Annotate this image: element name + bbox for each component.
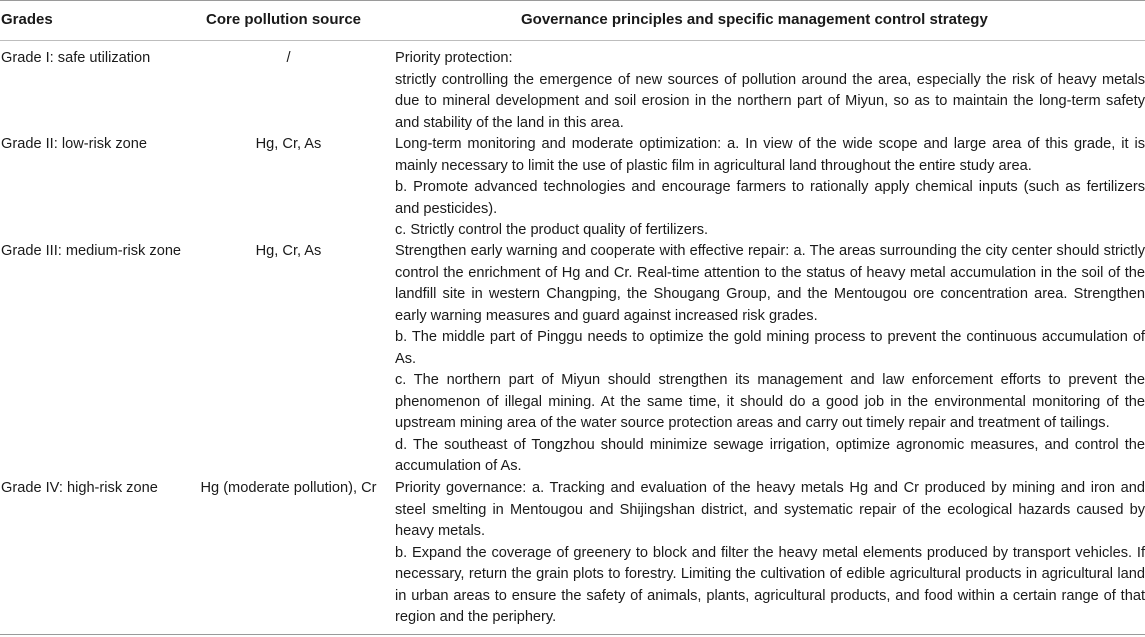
strategy-paragraph: strictly controlling the emergence of new sources of pollution around the area, especially the risk of heavy metals due to mineral development and soil erosion in the northern part of Miyun, so as to maintain the long-term safety and stability of the land in this area.	[395, 71, 1145, 131]
strategy-cell	[395, 241, 1145, 478]
strategy-cell	[395, 134, 1145, 242]
grade-cell: Grade IV: high-risk zone	[1, 480, 158, 496]
strategy-paragraph: b. Expand the coverage of greenery to block and filter the heavy metal elements produced by transport vehicles. If necessary, return the grain plots to forestry. Limiting the cultivation of edible agricultural products in agricultural land in urban areas to ensure the safety of animals, plants, agricultural products, and food within a certain range of that region and the periphery.	[395, 544, 1145, 625]
header-grades: Grades	[1, 11, 53, 28]
strategy-cell	[395, 48, 1145, 134]
core-source-cell: Hg, Cr, As	[255, 136, 322, 152]
strategy-paragraph: Long-term monitoring and moderate optimization: a. In view of the wide scope and large area of this grade, it is mainly necessary to limit the use of plastic film in agricultural land throughout the entire study area.	[395, 136, 1145, 174]
strategy-paragraph: d. The southeast of Tongzhou should minimize sewage irrigation, optimize agronomic measures, and control the accumulation of As.	[395, 436, 1145, 474]
strategy-paragraph: Strengthen early warning and cooperate with effective repair: a. The areas surrounding the city center should strictly control the enrichment of Hg and Cr. Real-time attention to the status of heavy metal accumulation in the soil of the landfill site in western Changping, the Shougang Group, and the Mentougou ore concentration area. Strengthen early warning measures and guard against increased risk grades.	[395, 243, 1145, 324]
strategy-paragraph: Priority protection:	[395, 50, 513, 66]
grade-cell: Grade I: safe utilization	[1, 50, 151, 66]
header-rule	[0, 40, 1145, 41]
grade-cell: Grade II: low-risk zone	[1, 136, 147, 152]
strategy-paragraph: c. The northern part of Miyun should strengthen its management and law enforcement efforts to prevent the phenomenon of illegal mining. At the same time, it should do a good job in the environmental monitoring of the upstream mining area of the water source protection areas and carry out timely repair and treatment of tailings.	[395, 372, 1145, 431]
strategy-cell	[395, 478, 1145, 629]
strategy-paragraph: b. Promote advanced technologies and encourage farmers to rationally apply chemical inputs (such as fertilizers and pesticides).	[395, 179, 1145, 217]
strategy-paragraph: c. Strictly control the product quality of fertilizers.	[395, 222, 709, 238]
core-source-cell: Hg, Cr, As	[255, 243, 322, 259]
core-source-cell: Hg (moderate pollution), Cr	[200, 480, 377, 496]
header-core-pollution-source: Core pollution source	[206, 11, 362, 28]
table-bottom-rule	[0, 634, 1145, 635]
grade-cell: Grade III: medium-risk zone	[1, 243, 182, 259]
strategy-paragraph: Priority governance: a. Tracking and evaluation of the heavy metals Hg and Cr produced by mining and iron and steel smelting in Mentougou and Shijingshan district, and systematic repair of the ecological hazards caused by heavy metals.	[395, 480, 1145, 539]
header-governance-strategy: Governance principles and specific management control strategy	[521, 11, 988, 28]
strategy-paragraph: b. The middle part of Pinggu needs to optimize the gold mining process to prevent the continuous accumulation of As.	[395, 329, 1145, 367]
table-top-rule	[0, 0, 1145, 1]
core-source-cell: /	[286, 50, 291, 66]
